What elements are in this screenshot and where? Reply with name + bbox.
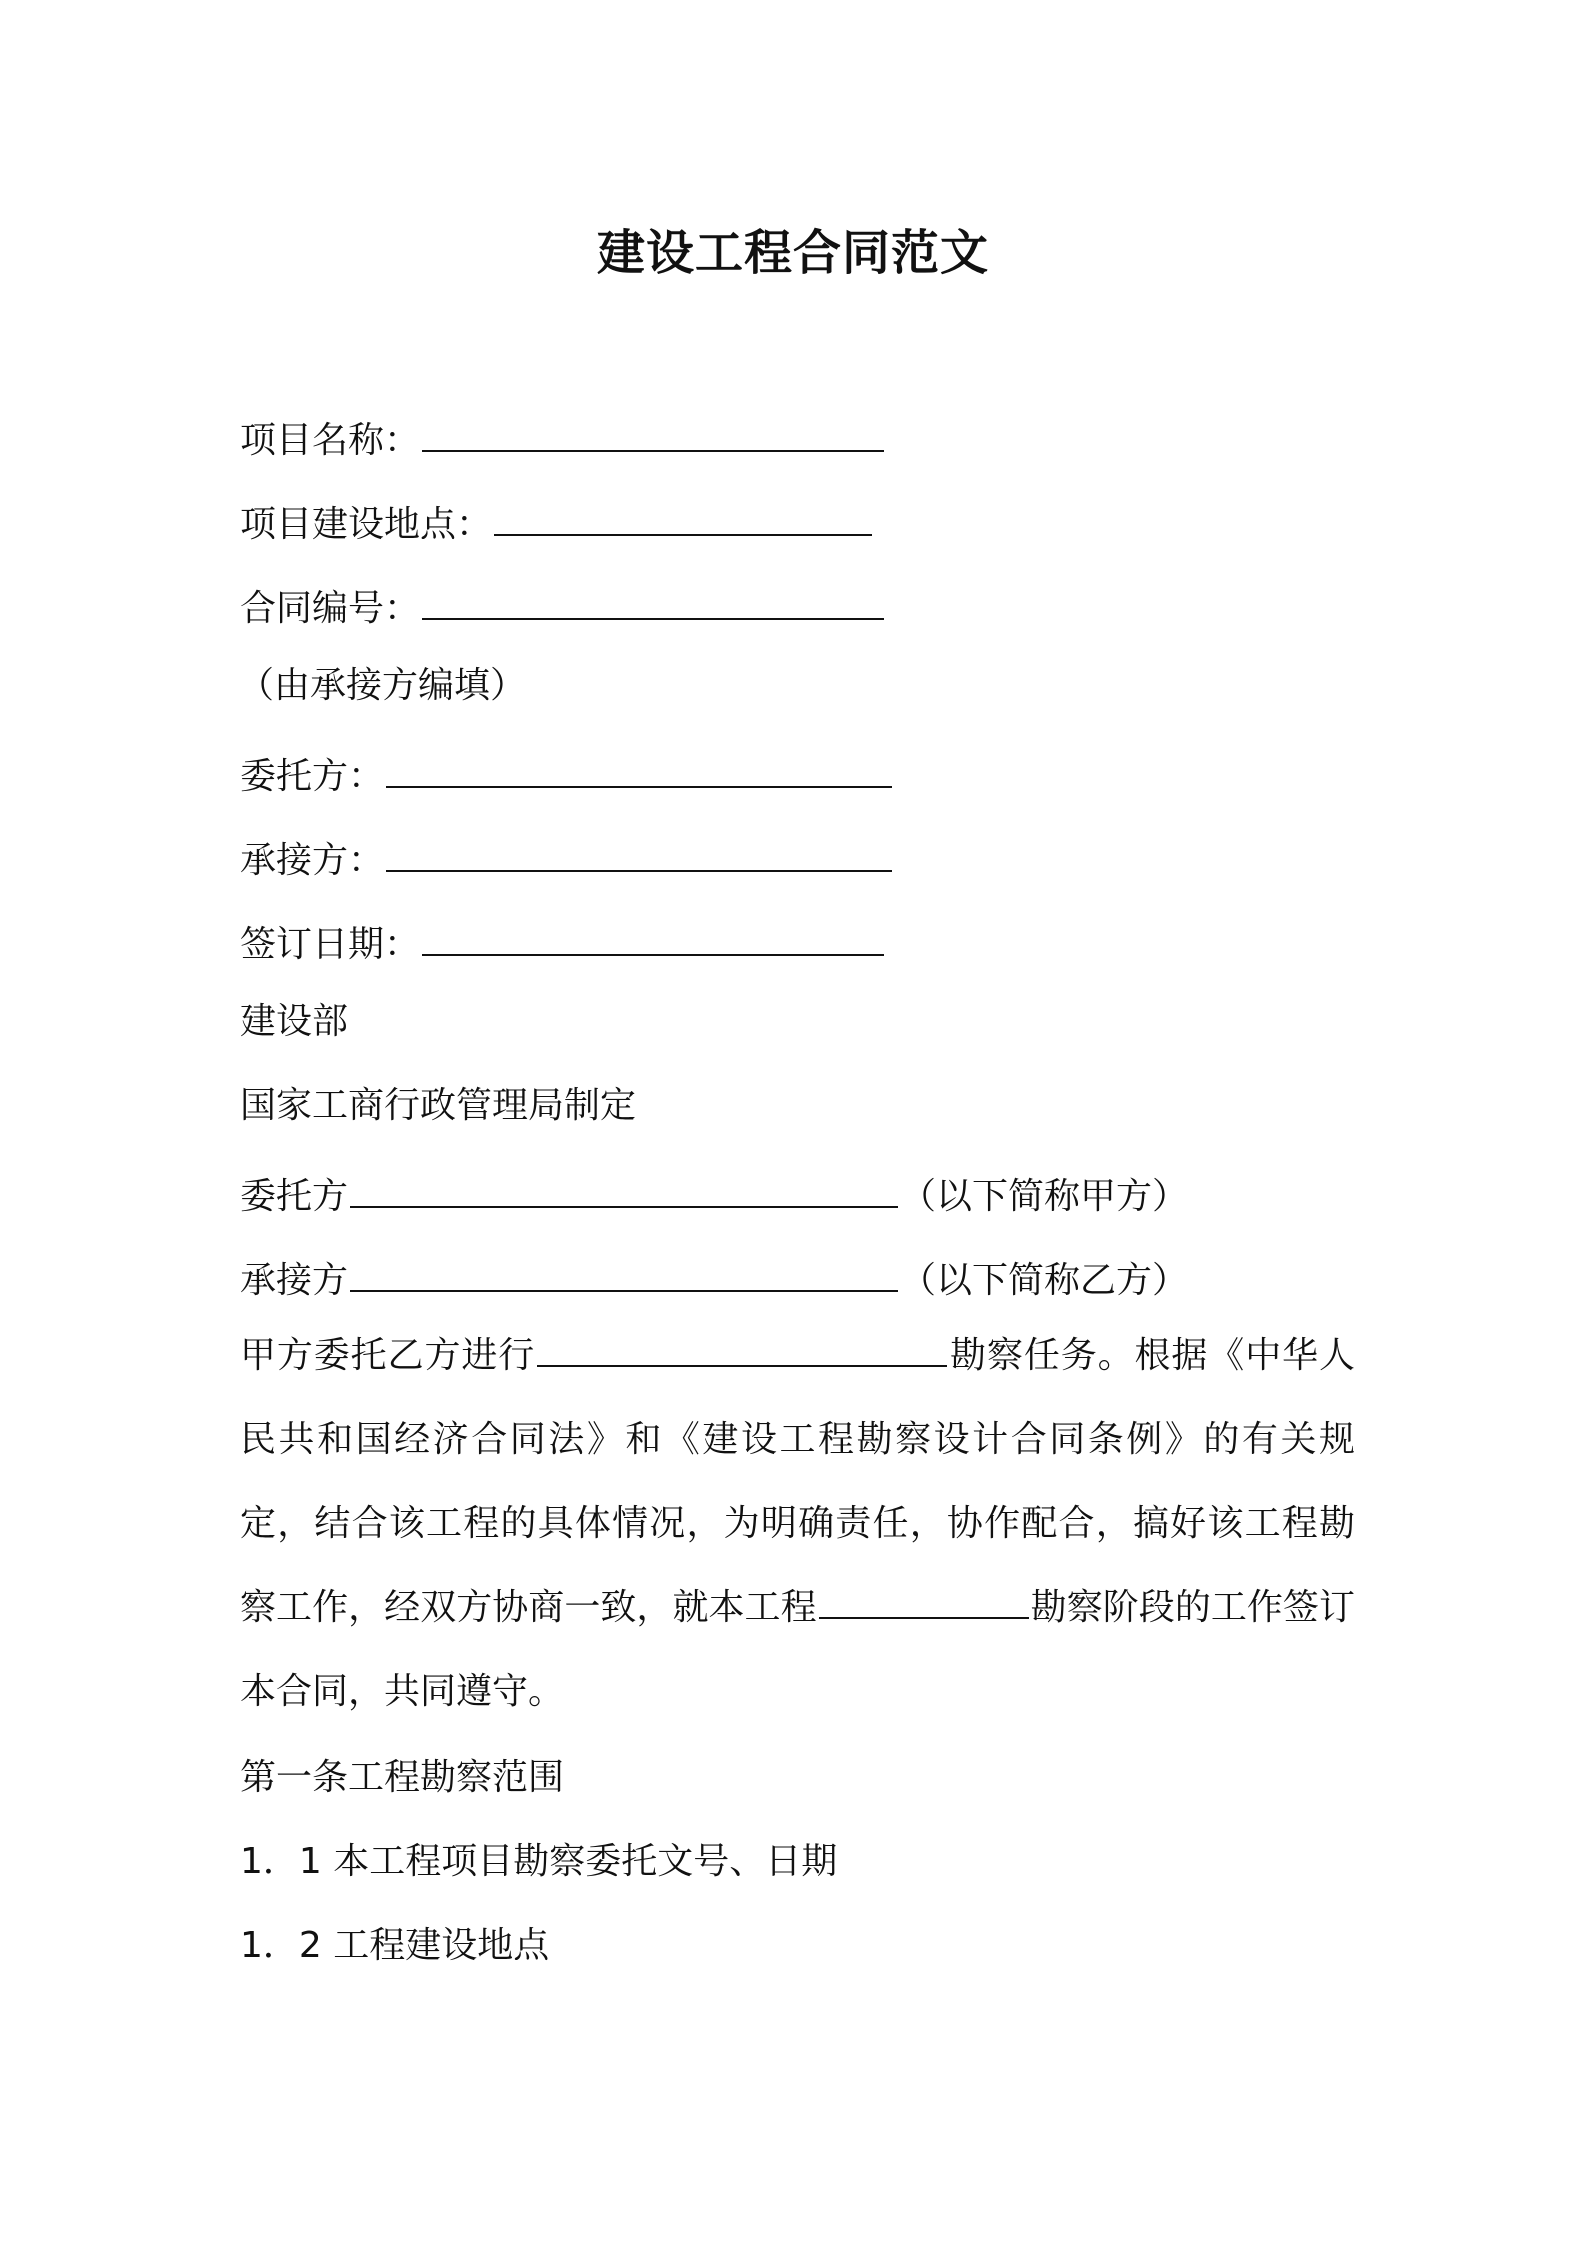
party-a-label: 委托方 [240, 1176, 349, 1217]
party-b-label: 承接方 [240, 1260, 349, 1301]
field-label: 承接方： [240, 840, 385, 881]
field-label: 签订日期： [240, 924, 421, 965]
field-contractor [240, 830, 894, 885]
intro-part2: 勘察任务。根据《中华人民共和国经济合同法》和《建设工程勘察设计合同条例》的有关规定，结合该工程的具体情况，为明确责任，协作配合，搞好该工程勘察工作，经双方协商一致，就本工程 [240, 1335, 1355, 1628]
blank-line [386, 830, 892, 872]
party-a-line [240, 1166, 1188, 1221]
document-title: 建设工程合同范文 [596, 225, 989, 281]
article-1-title: 第一条工程勘察范围 [240, 1757, 565, 1798]
blank-line [422, 578, 884, 620]
intro-part3: 勘察阶段的工作签订本合同，共同遵守。 [240, 1587, 1355, 1712]
item-1-1: 1．1 本工程项目勘察委托文号、日期 [240, 1841, 838, 1882]
blank-line [386, 746, 892, 788]
party-b-suffix: （以下简称乙方） [900, 1260, 1189, 1301]
issuer-administration: 国家工商行政管理局制定 [240, 1085, 637, 1126]
item-1-2: 1．2 工程建设地点 [240, 1925, 550, 1966]
intro-part1: 甲方委托乙方进行 [240, 1335, 536, 1376]
field-label: 委托方： [240, 756, 385, 797]
blank-line [494, 494, 872, 536]
blank-line [422, 914, 884, 956]
field-label: 合同编号： [240, 588, 421, 629]
field-signing-date [240, 914, 886, 969]
issuer-ministry: 建设部 [240, 1001, 349, 1042]
blank-line [350, 1166, 898, 1208]
intro-paragraph [240, 1314, 1355, 1734]
field-project-name [240, 410, 886, 465]
blank-line [537, 1325, 947, 1367]
field-client [240, 746, 894, 801]
field-label: 项目建设地点： [240, 504, 493, 545]
note-filled-by-contractor: （由承接方编填） [238, 665, 527, 706]
blank-line [819, 1577, 1029, 1619]
field-project-location [240, 494, 874, 549]
blank-line [422, 410, 884, 452]
field-contract-number [240, 578, 886, 633]
field-label: 项目名称： [240, 420, 421, 461]
party-a-suffix: （以下简称甲方） [900, 1176, 1189, 1217]
blank-line [350, 1250, 898, 1292]
party-b-line [240, 1250, 1188, 1305]
